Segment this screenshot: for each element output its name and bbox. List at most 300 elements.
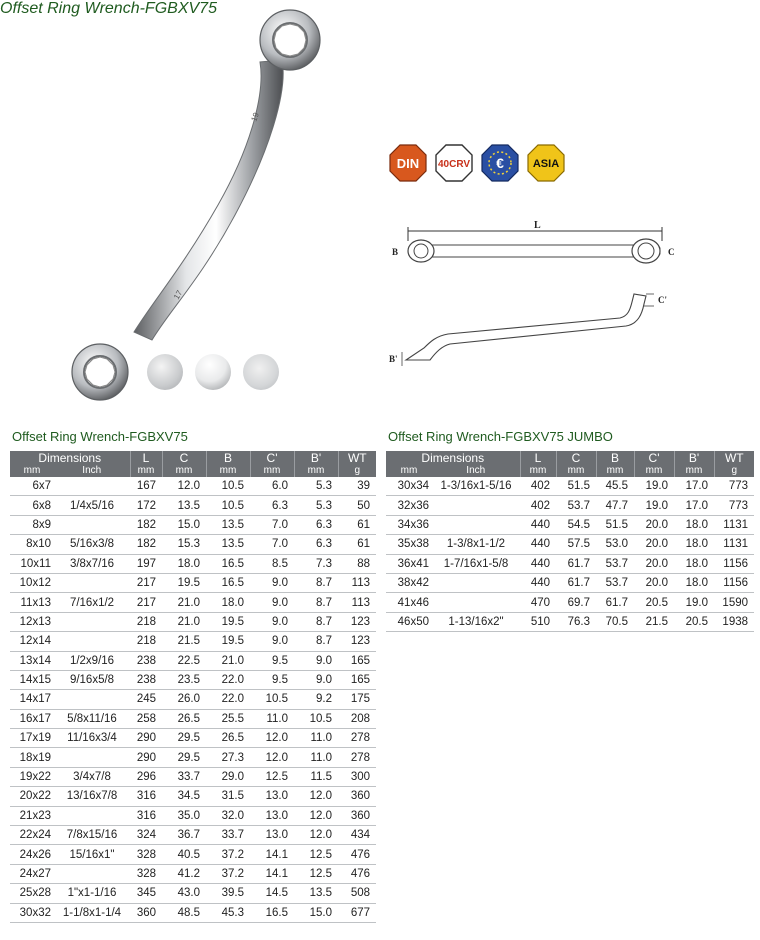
b-value: 27.3 [206,748,250,767]
size-inch: 15/16x1" [54,845,130,864]
C-header: C [556,451,596,465]
table-row [10,748,376,767]
B-prime-header: B' [294,451,338,465]
table-row [386,515,754,534]
table-row [10,767,376,786]
wrench-marking-bottom: 17 [171,288,185,301]
size-mm: 24x26 [10,845,54,864]
B-unit: mm [596,465,634,477]
c-value: 15.3 [162,535,206,554]
size-inch: 13/16x7/8 [54,787,130,806]
c-prime-value: 6.0 [250,477,294,496]
c-prime-value: 14.1 [250,845,294,864]
length-L: 360 [130,903,162,922]
c-value: 41.2 [162,864,206,883]
size-mm: 30x32 [10,903,54,922]
WT-header: WT [714,451,754,465]
b-prime-value: 12.0 [294,787,338,806]
length-L: 440 [520,573,556,592]
size-inch [432,496,520,515]
size-mm: 36x41 [386,554,432,573]
table-row [10,709,376,728]
size-mm: 14x17 [10,690,54,709]
c-value: 21.0 [162,612,206,631]
c-prime-value: 12.0 [250,748,294,767]
length-L: 402 [520,477,556,496]
WT-header: WT [338,451,376,465]
label-C: C [668,247,675,257]
table-row [386,612,754,631]
b-prime-value: 9.0 [294,670,338,689]
L-header: L [130,451,162,465]
length-L: 182 [130,535,162,554]
table-row [10,651,376,670]
b-prime-value: 19.0 [674,593,714,612]
length-L: 290 [130,748,162,767]
b-value: 26.5 [206,729,250,748]
WT-unit: g [338,465,376,477]
c-prime-value: 9.0 [250,593,294,612]
b-value: 29.0 [206,767,250,786]
C-prime-unit: mm [634,465,674,477]
L-header: L [520,451,556,465]
size-inch: 1-13/16x2" [432,612,520,631]
c-value: 36.7 [162,826,206,845]
b-value: 10.5 [206,477,250,496]
b-prime-value: 8.7 [294,632,338,651]
c-prime-value: 8.5 [250,554,294,573]
table-row [10,554,376,573]
table-row [386,554,754,573]
c-prime-value: 9.0 [250,612,294,631]
table-row [10,826,376,845]
weight: 165 [338,670,376,689]
length-L: 258 [130,709,162,728]
table-row [10,903,376,922]
weight: 88 [338,554,376,573]
c-value: 76.3 [556,612,596,631]
size-inch [54,573,130,592]
product-title: Offset Ring Wrench-FGBXV75 [0,0,217,17]
right-spec-table [386,451,754,632]
b-prime-value: 18.0 [674,573,714,592]
euro-badge-label: € [496,155,504,171]
size-inch: 1"x1-1/16 [54,884,130,903]
b-value: 70.5 [596,612,634,631]
euro-badge [481,144,519,182]
finish-swatch-textured [147,354,183,390]
B-header: B [206,451,250,465]
table-row [10,593,376,612]
b-value: 13.5 [206,515,250,534]
size-inch: 3/4x7/8 [54,767,130,786]
table-row [10,806,376,825]
c-prime-value: 12.5 [250,767,294,786]
left-table-title: Offset Ring Wrench-FGBXV75 [12,429,188,444]
table-row [386,477,754,496]
length-L: 245 [130,690,162,709]
size-mm: 14x15 [10,670,54,689]
c-prime-value: 9.0 [250,573,294,592]
c-prime-value: 9.5 [250,670,294,689]
length-L: 296 [130,767,162,786]
label-C-prime: C' [658,295,667,305]
b-value: 37.2 [206,845,250,864]
B-prime-unit: mm [294,465,338,477]
weight: 1590 [714,593,754,612]
table-row [386,496,754,515]
b-value: 37.2 [206,864,250,883]
length-L: 218 [130,632,162,651]
c-value: 48.5 [162,903,206,922]
length-L: 290 [130,729,162,748]
wrench-side-view-diagram [388,288,688,373]
label-B-prime: B' [389,354,398,364]
size-inch [432,593,520,612]
length-L: 328 [130,845,162,864]
weight: 50 [338,496,376,515]
weight: 508 [338,884,376,903]
weight: 434 [338,826,376,845]
C-prime-unit: mm [250,465,294,477]
length-L: 197 [130,554,162,573]
size-inch: 1-3/16x1-5/16 [432,477,520,496]
c-prime-value: 7.0 [250,515,294,534]
size-mm: 24x27 [10,864,54,883]
c-prime-value: 14.5 [250,884,294,903]
b-prime-value: 18.0 [674,515,714,534]
b-prime-value: 18.0 [674,535,714,554]
table-row [386,573,754,592]
size-inch [54,864,130,883]
c-value: 13.5 [162,496,206,515]
table-row [10,477,376,496]
weight: 773 [714,496,754,515]
weight: 1131 [714,535,754,554]
weight: 123 [338,612,376,631]
b-value: 31.5 [206,787,250,806]
table-row [10,573,376,592]
c-value: 19.5 [162,573,206,592]
b-value: 32.0 [206,806,250,825]
size-mm: 20x22 [10,787,54,806]
b-value: 47.7 [596,496,634,515]
c-prime-value: 9.5 [250,651,294,670]
b-prime-value: 17.0 [674,477,714,496]
B-prime-unit: mm [674,465,714,477]
b-prime-value: 5.3 [294,477,338,496]
c-value: 43.0 [162,884,206,903]
c-value: 21.0 [162,593,206,612]
b-prime-value: 6.3 [294,515,338,534]
c-prime-value: 9.0 [250,632,294,651]
weight: 300 [338,767,376,786]
B-prime-header: B' [674,451,714,465]
size-mm: 17x19 [10,729,54,748]
table-row [10,535,376,554]
c-value: 29.5 [162,748,206,767]
size-inch [54,612,130,631]
c-value: 23.5 [162,670,206,689]
size-mm: 41x46 [386,593,432,612]
weight: 360 [338,806,376,825]
c-value: 26.0 [162,690,206,709]
b-value: 53.7 [596,573,634,592]
b-prime-value: 15.0 [294,903,338,922]
b-value: 22.0 [206,670,250,689]
b-prime-value: 17.0 [674,496,714,515]
size-mm: 8x9 [10,515,54,534]
size-mm: 8x10 [10,535,54,554]
size-inch: 1-1/8x1-1/4 [54,903,130,922]
c-prime-value: 12.0 [250,729,294,748]
b-prime-value: 18.0 [674,554,714,573]
size-mm: 30x34 [386,477,432,496]
b-prime-value: 10.5 [294,709,338,728]
size-inch: 1-3/8x1-1/2 [432,535,520,554]
c-prime-value: 13.0 [250,787,294,806]
b-value: 21.0 [206,651,250,670]
finish-swatch-polished [195,354,231,390]
length-L: 345 [130,884,162,903]
size-inch: 1/2x9/16 [54,651,130,670]
C-prime-header: C' [634,451,674,465]
asia-badge [527,144,565,182]
c-value: 54.5 [556,515,596,534]
size-mm: 16x17 [10,709,54,728]
finish-swatch-satin [243,354,279,390]
b-prime-value: 11.0 [294,729,338,748]
weight: 61 [338,535,376,554]
b-prime-value: 9.2 [294,690,338,709]
c-prime-value: 14.1 [250,864,294,883]
c-prime-value: 13.0 [250,806,294,825]
c-value: 61.7 [556,554,596,573]
label-B: B [392,247,399,257]
c-prime-value: 20.0 [634,515,674,534]
c-prime-value: 7.0 [250,535,294,554]
b-prime-value: 8.7 [294,593,338,612]
length-L: 440 [520,554,556,573]
weight: 175 [338,690,376,709]
c-value: 69.7 [556,593,596,612]
table-row [10,729,376,748]
L-unit: mm [520,465,556,477]
L-unit: mm [130,465,162,477]
size-mm: 10x12 [10,573,54,592]
size-inch: 5/8x11/16 [54,709,130,728]
c-value: 57.5 [556,535,596,554]
weight: 1156 [714,554,754,573]
c-prime-value: 11.0 [250,709,294,728]
weight: 278 [338,729,376,748]
b-prime-value: 13.5 [294,884,338,903]
size-inch [54,515,130,534]
weight: 476 [338,845,376,864]
size-mm: 13x14 [10,651,54,670]
size-inch: 7/16x1/2 [54,593,130,612]
c-value: 33.7 [162,767,206,786]
size-inch: 3/8x7/16 [54,554,130,573]
size-inch: 7/8x15/16 [54,826,130,845]
size-mm: 10x11 [10,554,54,573]
c-prime-value: 19.0 [634,496,674,515]
weight: 39 [338,477,376,496]
weight: 773 [714,477,754,496]
table-row [10,845,376,864]
b-value: 13.5 [206,535,250,554]
size-mm: 38x42 [386,573,432,592]
weight: 1156 [714,573,754,592]
b-value: 39.5 [206,884,250,903]
c-value: 12.0 [162,477,206,496]
table-row [10,884,376,903]
weight: 677 [338,903,376,922]
b-value: 19.5 [206,612,250,631]
b-value: 10.5 [206,496,250,515]
c-value: 61.7 [556,573,596,592]
b-value: 25.5 [206,709,250,728]
C-unit: mm [556,465,596,477]
table-row [386,593,754,612]
size-inch: 1/4x5/16 [54,496,130,515]
size-inch: 9/16x5/8 [54,670,130,689]
size-inch [54,632,130,651]
b-value: 51.5 [596,515,634,534]
inch-subheader: Inch [54,465,130,477]
size-inch [54,748,130,767]
size-inch [54,477,130,496]
b-prime-value: 11.0 [294,748,338,767]
b-prime-value: 6.3 [294,535,338,554]
size-inch [432,515,520,534]
c-prime-value: 13.0 [250,826,294,845]
c-value: 21.5 [162,632,206,651]
c-prime-value: 19.0 [634,477,674,496]
c-value: 40.5 [162,845,206,864]
40crv-badge-label: 40CRV [437,159,471,170]
c-prime-value: 21.5 [634,612,674,631]
length-L: 470 [520,593,556,612]
weight: 476 [338,864,376,883]
table-row [10,864,376,883]
weight: 1131 [714,515,754,534]
c-value: 18.0 [162,554,206,573]
c-prime-value: 20.0 [634,535,674,554]
c-value: 26.5 [162,709,206,728]
c-prime-value: 10.5 [250,690,294,709]
length-L: 172 [130,496,162,515]
b-prime-value: 7.3 [294,554,338,573]
length-L: 316 [130,787,162,806]
b-value: 45.3 [206,903,250,922]
size-inch: 5/16x3/8 [54,535,130,554]
length-L: 324 [130,826,162,845]
weight: 123 [338,632,376,651]
b-value: 45.5 [596,477,634,496]
b-value: 16.5 [206,554,250,573]
size-mm: 25x28 [10,884,54,903]
C-unit: mm [162,465,206,477]
size-mm: 12x14 [10,632,54,651]
label-L: L [534,220,541,231]
asia-badge-label: ASIA [532,158,560,170]
b-value: 53.0 [596,535,634,554]
b-prime-value: 8.7 [294,573,338,592]
c-prime-value: 6.3 [250,496,294,515]
c-value: 51.5 [556,477,596,496]
c-value: 35.0 [162,806,206,825]
length-L: 402 [520,496,556,515]
B-header: B [596,451,634,465]
inch-subheader: Inch [432,465,520,477]
c-value: 34.5 [162,787,206,806]
C-header: C [162,451,206,465]
size-inch [432,573,520,592]
size-mm: 19x22 [10,767,54,786]
left-spec-table [10,451,376,923]
b-value: 61.7 [596,593,634,612]
c-prime-value: 20.0 [634,573,674,592]
right-table-title: Offset Ring Wrench-FGBXV75 JUMBO [388,429,613,444]
size-inch [54,690,130,709]
length-L: 316 [130,806,162,825]
left-table-body [10,477,376,922]
weight: 113 [338,573,376,592]
b-value: 53.7 [596,554,634,573]
c-prime-value: 16.5 [250,903,294,922]
b-prime-value: 20.5 [674,612,714,631]
length-L: 440 [520,515,556,534]
size-mm: 21x23 [10,806,54,825]
weight: 360 [338,787,376,806]
c-prime-value: 20.5 [634,593,674,612]
size-mm: 34x36 [386,515,432,534]
table-row [10,670,376,689]
wrench-top-view-diagram [388,215,688,285]
length-L: 238 [130,651,162,670]
size-mm: 22x24 [10,826,54,845]
right-table-body [386,477,754,632]
c-prime-value: 20.0 [634,554,674,573]
b-prime-value: 12.5 [294,864,338,883]
b-value: 18.0 [206,593,250,612]
length-L: 440 [520,535,556,554]
length-L: 167 [130,477,162,496]
weight: 61 [338,515,376,534]
dimensions-header: Dimensions [386,451,520,465]
dimensions-header: Dimensions [10,451,130,465]
length-L: 182 [130,515,162,534]
table-row [10,612,376,631]
b-prime-value: 8.7 [294,612,338,631]
b-prime-value: 5.3 [294,496,338,515]
length-L: 238 [130,670,162,689]
WT-unit: g [714,465,754,477]
length-L: 328 [130,864,162,883]
size-inch [54,806,130,825]
b-value: 33.7 [206,826,250,845]
size-mm: 12x13 [10,612,54,631]
length-L: 510 [520,612,556,631]
c-value: 15.0 [162,515,206,534]
C-prime-header: C' [250,451,294,465]
size-inch: 1-7/16x1-5/8 [432,554,520,573]
weight: 113 [338,593,376,612]
size-mm: 46x50 [386,612,432,631]
c-value: 22.5 [162,651,206,670]
b-value: 19.5 [206,632,250,651]
